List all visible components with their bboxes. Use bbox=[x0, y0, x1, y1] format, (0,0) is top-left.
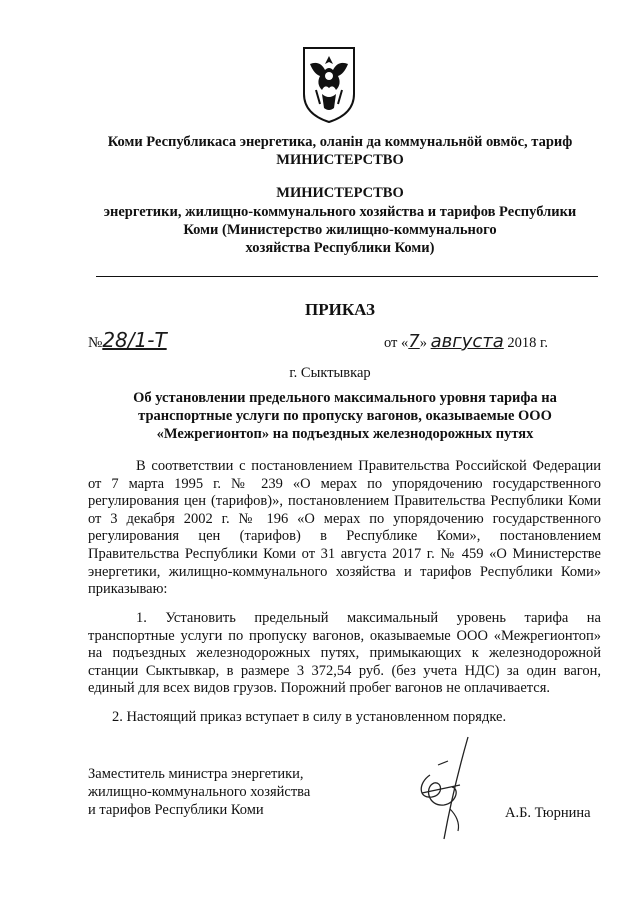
header-ru-line4: хозяйства Республики Коми) bbox=[245, 240, 435, 256]
order-subject bbox=[100, 389, 590, 443]
header-ru-line2: энергетики, жилищно-коммунального хозяйства и тарифов Республики bbox=[103, 204, 577, 220]
item-1-paragraph: 1. Установить предельный максимальный уровень тарифа на транспортные услуги по пропуску вагонов, оказываемые ООО «Межрегионтоп» на подъездных железнодорожных путях, примыкающих к железнодорожной станции Сыктывкар, в размере 3 372,54 руб. (без учета НДС) за один вагон, единый для всех видов грузов. Порожний пробег вагонов не оплачивается. bbox=[88, 610, 601, 697]
header-divider bbox=[96, 276, 598, 277]
order-number bbox=[88, 328, 167, 352]
date-year: 2018 г. bbox=[503, 335, 548, 351]
city: г. Сыктывкар bbox=[289, 365, 371, 381]
handwritten-signature bbox=[400, 735, 500, 845]
subject-line3: «Межрегионтоп» на подъездных железнодорожных путях bbox=[156, 426, 534, 442]
header-komi-line2: МИНИСТЕРСТВО bbox=[276, 152, 404, 168]
signer-position-line1: Заместитель министра энергетики, bbox=[88, 766, 304, 782]
signer-position bbox=[88, 765, 348, 819]
header-ru-line3: Коми (Министерство жилищно-коммунального bbox=[183, 222, 497, 238]
date-month-handwritten: августа bbox=[430, 331, 504, 352]
date-mid: » bbox=[419, 335, 431, 351]
order-date bbox=[384, 331, 548, 352]
date-prefix: от « bbox=[384, 335, 409, 351]
signer-position-line3: и тарифов Республики Коми bbox=[88, 802, 264, 818]
document-title: ПРИКАЗ bbox=[305, 300, 375, 319]
preamble-paragraph: В соответствии с постановлением Правительства Российской Федерации от 7 марта 1995 г. № 239 «О мерах по упорядочению государственного регулирования цен (тарифов)», постановлением Правительства Республики Коми от 3 декабря 2002 г. № 196 «О мерах по упорядочению государственного регулирования цен (тарифов) в Республике Коми», постановлением Правительства Республики Коми от 31 августа 2017 г. № 459 «О Министерстве энергетики, жилищно-коммунального хозяйства и тарифов Республики Коми» приказываю: bbox=[88, 458, 601, 598]
order-number-handwritten: 28/1-Т bbox=[102, 328, 167, 352]
komi-coat-of-arms-icon bbox=[300, 44, 358, 124]
subject-line1: Об установлении предельного максимального уровня тарифа на bbox=[133, 390, 557, 406]
header-komi-line1: Коми Республикаса энергетика, оланін да коммунальнӧй овмӧс, тариф bbox=[107, 134, 573, 150]
subject-line2: транспортные услуги по пропуску вагонов, оказываемые ООО bbox=[138, 408, 552, 424]
number-prefix: № bbox=[88, 335, 103, 351]
header-ru-line1: МИНИСТЕРСТВО bbox=[276, 185, 404, 201]
item-2-paragraph: 2. Настоящий приказ вступает в силу в установленном порядке. bbox=[112, 709, 507, 725]
date-day-handwritten: 7 bbox=[408, 331, 420, 352]
signer-name: А.Б. Тюрнина bbox=[505, 805, 591, 821]
signer-position-line2: жилищно-коммунального хозяйства bbox=[88, 784, 311, 800]
